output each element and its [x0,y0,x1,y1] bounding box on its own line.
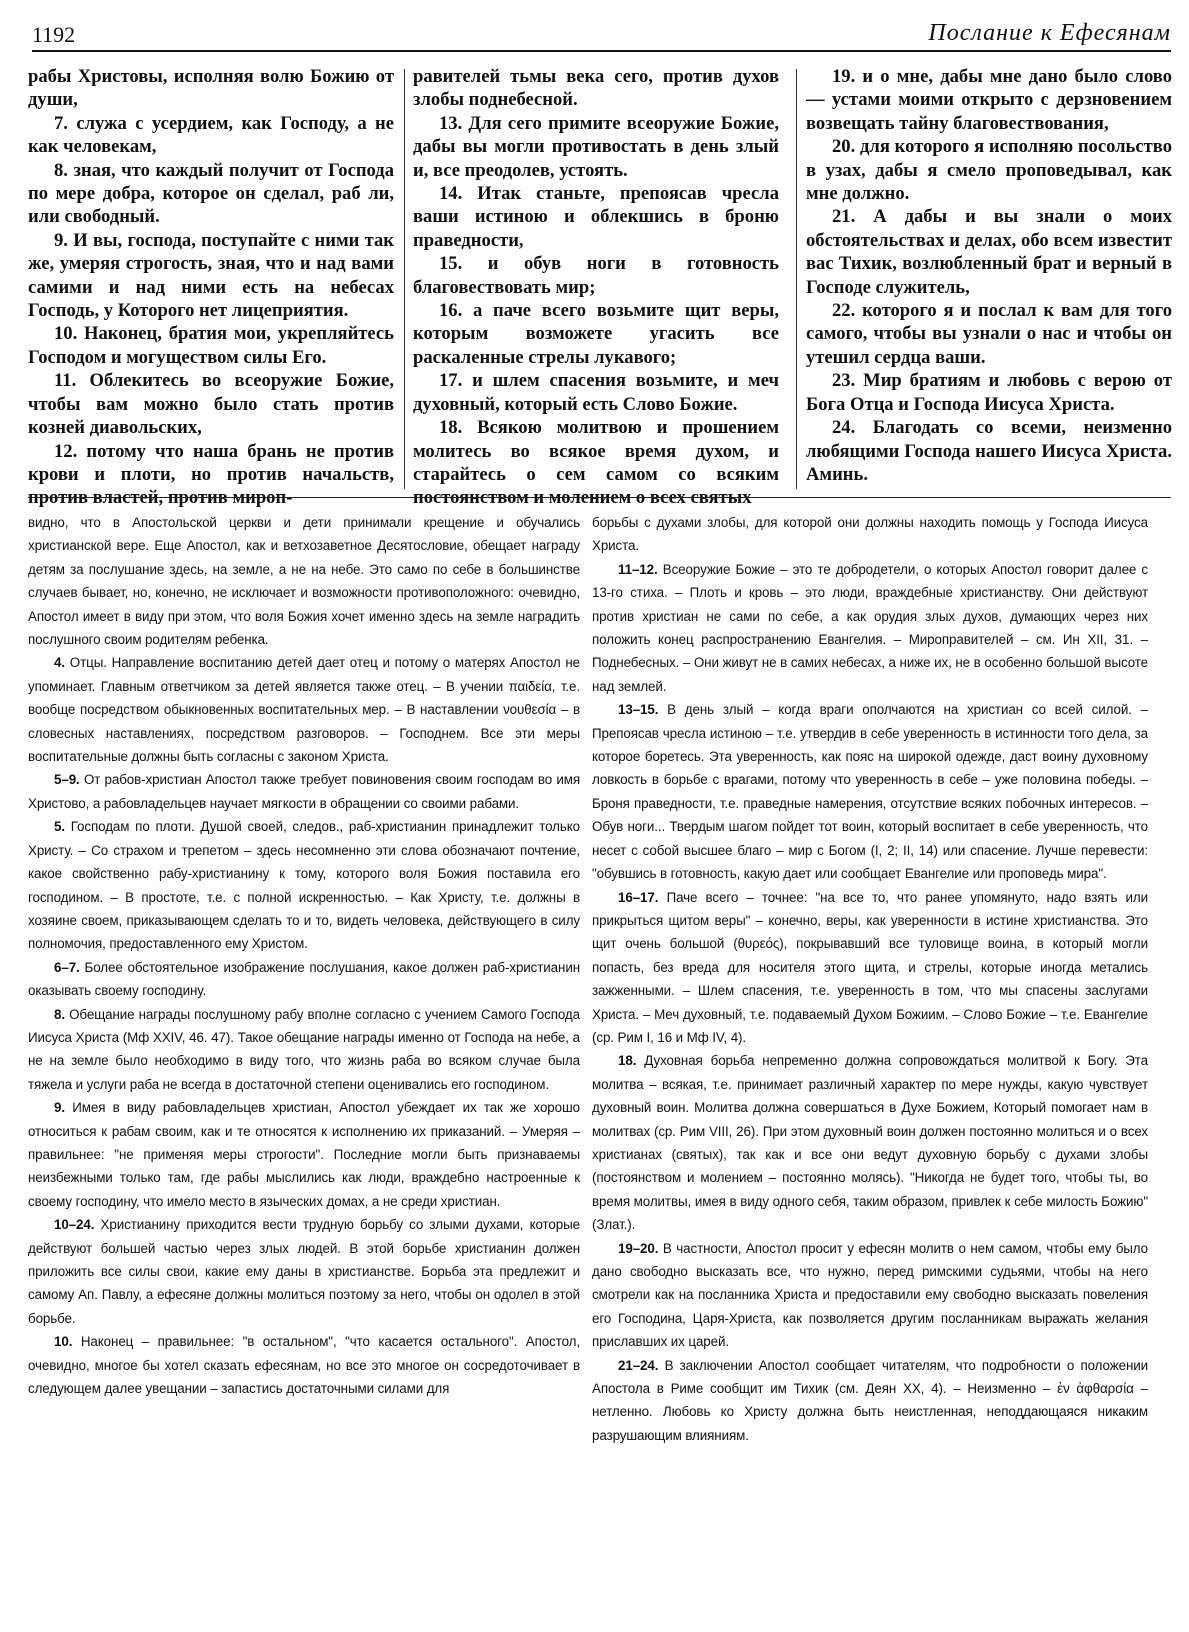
commentary-paragraph [592,1237,1148,1354]
commentary-paragraph [28,1330,580,1400]
commentary-paragraph [28,1003,580,1097]
scripture-column-1 [28,65,394,510]
commentary-text: Отцы. Направление воспитанию детей дает отец и потому о матерях Апостол не упоминает. Главным ответчиком за детей является также отец. – В учении παιδεία, т.е. вообще посредством обыкновенных воспитательных мер. – В наставлении νουθεσία – в словесных наставлениях, посредством разговоров. – Господнем. Все эти меры воспитательные должны быть согласны с законом Христа. [28,655,581,765]
scripture-verse: 15. и обув ноги в готовность благовествовать мир; [413,253,779,298]
page-number: 1192 [32,22,76,47]
commentary-column-1 [28,511,580,1400]
commentary-text: Паче всего – точнее: "на все то, что ранее упомянуто, надо взять или прикрыться щитом веры" – конечно, веры, как уверенности в истине христианства. Это щит очень большой (θυρεός), покрывавший все туловище воина, в который могли попасть, без вреда для носителя этого щита, и стрелы, которые иногда метались зажженными. – Шлем спасения, т.е. уверенность в том, что мы спасены заслугами Христа. – Меч духовный, т.е. подаваемый Духом Божиим. – Слово Божие – т.е. Евангелие (ср. Рим I, 16 и Мф IV, 4). [592,889,1148,1045]
commentary-text: От рабов-христиан Апостол также требует повиновения своим господам во имя Христово, а рабовладельцев научает мягкости в обращении со своими рабами. [28,772,581,811]
scripture-verse: 10. Наконец, братия мои, укрепляйтесь Господом и могуществом силы Его. [28,323,394,368]
scripture-verse: 16. а паче всего возьмите щит веры, которым возможете угасить все раскаленные стрелы лукавого; [413,300,779,368]
commentary-text: Имея в виду рабовладельцев христиан, Апостол убеждает их так же хорошо относиться к рабам своим, как и те относятся к исполнению их приказаний. – Умеряя – правильнее: "не применяя меры строгости". Последние могли быть признаваемы неизбежными только там, где рабы мыслились как люди, враждебно настроенные к своему господину, что имело место в языческих домах, а не среди христиан. [28,1100,580,1209]
column-divider [404,69,405,489]
commentary-text: Господам по плоти. Душой своей, следов., раб-христианин принадлежит только Христу. – Со страхом и трепетом – здесь несомненно эти слова обозначают почтение, какое свойственно рабу-христианину к тому, которого воля Божия поставила его господином. – В простоте, т.е. с полной искренностью. – Как Христу, т.е. должны в хозяине своем, приказывающем сделать то и то, видеть человека, действующего в силу полномочия, предоставленного ему Христом. [28,819,581,952]
commentary-paragraph [28,651,580,768]
commentary-paragraph [592,1354,1148,1448]
scripture-verse: равителей тьмы века сего, против духов злобы поднебесной. [413,66,779,111]
commentary-text: Более обстоятельное изображение послушания, какое должен раб-христианин оказывать своему господину. [28,959,580,999]
commentary-paragraph [592,886,1148,1050]
commentary-column-2 [592,511,1148,1447]
scripture-verse: 21. А дабы и вы знали о моих обстоятельствах и делах, обо всем известит вас Тихик, возлюбленный брат и верный в Господе служитель, [806,206,1172,298]
commentary-paragraph [592,511,1148,558]
commentary-text: Обещание награды послушному рабу вполне согласно с учением Самого Господа Иисуса Христа (Мф XXIV, 46. 47). Такое обещание награды именно от Господа на небе, а не на земле было необходимо в виду того, что жизнь раба во всяком случае была тяжела и услуги раба не всегда в достаточной степени оценивались его господином. [28,1006,580,1092]
scripture-verse: 13. Для сего примите всеоружие Божие, дабы вы могли противостать в день злый и, все преодолев, устоять. [413,112,779,181]
scripture-column-3 [806,65,1172,486]
commentary-verse-ref: 21–24. [618,1357,659,1373]
commentary-verse-ref: 5–9. [54,772,80,788]
commentary-paragraph [592,1049,1148,1236]
scripture-verse: 11. Облекитесь во всеоружие Божие, чтобы вам можно было стать против козней диавольских, [28,370,394,439]
scripture-verse: 12. потому что наша брань не против крови и плоти, но против начальств, против властей, против мироп- [28,440,394,509]
commentary-paragraph [28,1213,580,1330]
commentary-verse-ref: 9. [54,1100,65,1116]
commentary-verse-ref: 18. [618,1053,637,1069]
commentary-paragraph [592,558,1148,698]
scripture-verse: 20. для которого я исполняю посольство в узах, дабы я смело проповедывал, как мне должно. [806,136,1172,205]
commentary-verse-ref: 8. [54,1006,65,1022]
commentary-verse-ref: 13–15. [618,702,659,718]
commentary-text: Всеоружие Божие – это те добродетели, о которых Апостол говорит далее с 13-го стиха. – Плоть и кровь – это люди, враждебные христианству. Они действуют против христиан не сами по себе, а как орудия злых духов, думающих через них положить конец распространению Евангелия. – Мироправителей – см. Ин XII, 31. – Поднебесных. – Они живут не в самих небесах, а ниже их, не в особенно большой высоте над землей. [592,561,1148,694]
scripture-verse: рабы Христовы, исполняя волю Божию от души, [28,66,394,111]
running-title: Послание к Ефесянам [928,20,1171,46]
scripture-verse: 22. которого я и послал к вам для того самого, чтобы вы узнали о нас и чтобы он утешил сердца ваши. [806,300,1172,368]
commentary-text: В заключении Апостол сообщает читателям, что подробности о положении Апостола в Риме сообщит им Тихик (см. Деян XX, 4). – Неизменно – ἐν ἀφθαρσία – нетленно. Любовь ко Христу должна быть неистленная, неподдающаяся никаким разрушающим влияниям. [592,1357,1148,1443]
commentary-verse-ref: 4. [54,655,65,671]
commentary-text: Наконец – правильнее: "в остальном", "что касается остального". Апостол, очевидно, многое бы хотел сказать ефесянам, но все это многое он сосредоточивает в следующем далее увещании – запастись достаточными силами для [28,1334,580,1397]
commentary-verse-ref: 10–24. [54,1217,95,1233]
scripture-verse: 24. Благодать со всеми, неизменно любящими Господа нашего Иисуса Христа. Аминь. [806,417,1172,485]
commentary-text: В день злый – когда враги ополчаются на христиан со всей силой. – Препоясав чресла истиною – т.е. утвердив в себе уверенность в истинности того дела, за которое боретесь. Эта уверенность, как пояс на широкой одежде, даст воину духовному ловкость в борьбе с врагами, потому что уверенность в себе – уже половина победы. – Броня праведности, т.е. праведные намерения, отсутствие всяких побочных интересов. – Обув ноги... Твердым шагом пойдет тот воин, который воспитает в себе уверенность, что несет с собой высшее благо – мир с Богом (I, 2; II, 14) или спасение. Лучше перевести: "обувшись в готовность, какую дает или сообщает Евангелие или проповедь мира". [592,702,1148,882]
commentary-verse-ref: 19–20. [618,1240,659,1256]
scripture-verse: 8. зная, что каждый получит от Господа по мере добра, которое он сделал, раб ли, или свободный. [28,159,394,228]
commentary-paragraph [28,511,580,651]
commentary-text: Христианину приходится вести трудную борьбу со злыми духами, которые действуют большей частью через злых людей. В этой борьбе христианин должен приложить все силы свои, какие ему даны в христианстве. Борьба эта предлежит и самому Ап. Павлу, а ефесяне должны молиться поэтому за него, чтобы он одолел в этой борьбе. [28,1217,580,1326]
commentary-paragraph [28,1096,580,1213]
commentary-verse-ref: 5. [54,819,65,835]
page-header [32,20,1171,52]
commentary-verse-ref: 16–17. [618,889,659,905]
scripture-verse: 18. Всякою молитвою и прошением молитесь во всякое время духом, и старайтесь о сем самом со всяким постоянством и молением о всех святых [413,417,779,509]
commentary-verse-ref: 6–7. [54,959,80,975]
scripture-verse: 9. И вы, господа, поступайте с ними так же, умеряя строгость, зная, что и над вами самими и над ними есть на небесах Господь, у Которого нет лицеприятия. [28,229,394,322]
commentary-text: борьбы с духами злобы, для которой они должны находить помощь у Господа Иисуса Христа. [592,515,1148,554]
commentary-verse-ref: 11–12. [618,561,658,577]
commentary-paragraph [28,815,580,955]
scripture-text [28,65,1173,509]
commentary-paragraph [592,698,1148,885]
commentary-text: В частности, Апостол просит у ефесян молитв о нем самом, чтобы ему было дано свободно высказать все, что нужно, перед римскими судьями, чтобы на него смотрели как на посланника Христа и предоставили ему свободно высказать повеления его Господина, Царя-Христа, как позволяется другим посланникам выражать желания приславших их царей. [592,1240,1149,1350]
scripture-verse: 7. служа с усердием, как Господу, а не как человекам, [28,112,394,158]
commentary-paragraph [28,768,580,815]
commentary-verse-ref: 10. [54,1334,73,1350]
section-divider [28,497,1171,498]
commentary-paragraph [28,956,580,1003]
scripture-verse: 19. и о мне, дабы мне дано было слово — устами моими открыто с дерзновением возвещать тайну благовествования, [806,66,1172,134]
scripture-verse: 14. Итак станьте, препоясав чресла ваши истиною и облекшись в броню праведности, [413,183,779,251]
commentary-text: видно, что в Апостольской церкви и дети принимали крещение и обучались христианской вере. Еще Апостол, как и ветхозаветное Десятословие, обещает награду детям за послушание здесь, на земле, а не на небе. Это само по себе в большинстве случаев бывает, но, конечно, не исключает и возможности противоположного: очевидно, Апостол имеет в виду при этом, что воля Божия хочет именно здесь на земле наградить послушного своим родителям ребенка. [28,515,580,648]
commentary-text: Духовная борьба непременно должна сопровождаться молитвой к Богу. Эта молитва – всякая, т.е. принимает различный характер по мере нужды, какую чувствует духовный воин. Молитва должна совершаться в Духе Божием, Который помогает нам в молитвах (ср. Рим VIII, 26). При этом духовный воин должен постоянно молиться и о всех христианах (святых), так как и все они ведут духовную борьбу с духами злобы (постоянством и молением – постоянно молясь). "Никогда не будет того, чтобы ты, во время молитвы, имея в виду одного себя, таким образом, привлек к себе милость Божию" (Злат.). [592,1053,1148,1233]
scripture-verse: 23. Мир братиям и любовь с верою от Бога Отца и Господа Иисуса Христа. [806,370,1172,415]
column-divider [796,69,797,489]
scripture-column-2 [413,65,779,510]
scripture-verse: 17. и шлем спасения возьмите, и меч духовный, который есть Слово Божие. [413,370,779,415]
